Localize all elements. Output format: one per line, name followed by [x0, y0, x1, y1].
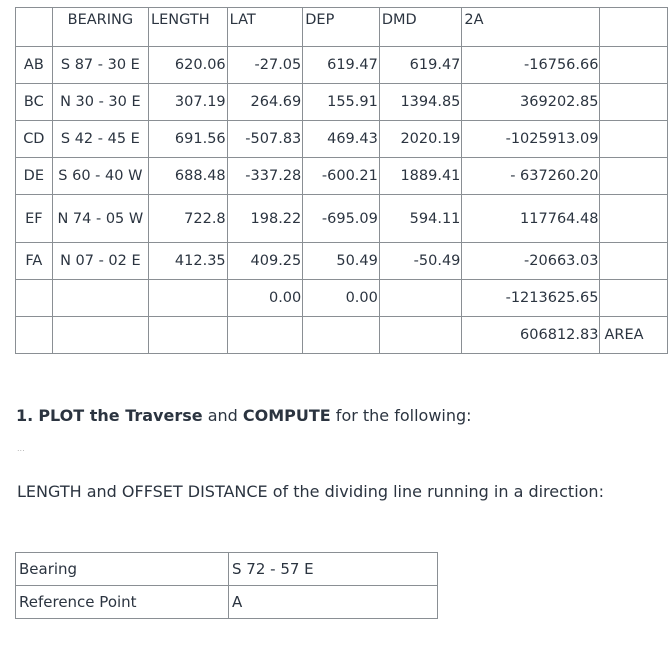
dmd-cell: 619.47: [379, 47, 462, 84]
traverse-table: [15, 7, 668, 354]
table-row: [16, 586, 438, 619]
note-cell: [600, 121, 668, 158]
station-cell: BC: [16, 84, 53, 121]
param-label-bearing: Bearing: [16, 553, 229, 586]
dmd-cell: [379, 280, 462, 317]
dmd-cell: 1889.41: [379, 158, 462, 195]
dep-cell: 50.49: [303, 243, 380, 280]
station-cell: EF: [16, 195, 53, 243]
double-area-cell: 117764.48: [462, 195, 600, 243]
note-cell: [600, 280, 668, 317]
note-cell: [600, 243, 668, 280]
header-length: LENGTH: [149, 8, 228, 47]
note-cell: [600, 47, 668, 84]
double-area-cell: - 637260.20: [462, 158, 600, 195]
double-area-cell: -20663.03: [462, 243, 600, 280]
header-lat: LAT: [227, 8, 303, 47]
area-label-cell: AREA: [600, 317, 668, 354]
header-2a: 2A: [462, 8, 600, 47]
bearing-cell: [52, 280, 148, 317]
dividing-line-table: [15, 552, 438, 619]
note-cell: [600, 84, 668, 121]
length-cell: 691.56: [149, 121, 228, 158]
lat-cell: [227, 317, 303, 354]
bearing-cell: N 30 - 30 E: [52, 84, 148, 121]
header-dmd: DMD: [379, 8, 462, 47]
bearing-cell: S 42 - 45 E: [52, 121, 148, 158]
length-cell: 620.06: [149, 47, 228, 84]
double-area-cell: -1025913.09: [462, 121, 600, 158]
dep-cell: -695.09: [303, 195, 380, 243]
instruction-bold-plot: PLOT the Traverse: [38, 406, 203, 425]
station-cell: AB: [16, 47, 53, 84]
lat-cell: -27.05: [227, 47, 303, 84]
station-cell: [16, 280, 53, 317]
table-row: [16, 158, 668, 195]
table-row: [16, 243, 668, 280]
bearing-cell: S 87 - 30 E: [52, 47, 148, 84]
instruction-heading: [16, 406, 472, 425]
dep-cell: -600.21: [303, 158, 380, 195]
table-row: [16, 317, 668, 354]
double-area-cell: 369202.85: [462, 84, 600, 121]
bearing-cell: [52, 317, 148, 354]
instruction-text-and: and: [202, 406, 243, 425]
dmd-cell: 1394.85: [379, 84, 462, 121]
header-bearing: BEARING: [52, 8, 148, 47]
instruction-number: 1.: [16, 406, 34, 425]
dep-cell: 155.91: [303, 84, 380, 121]
length-cell: [149, 280, 228, 317]
dep-cell: 619.47: [303, 47, 380, 84]
note-cell: [600, 195, 668, 243]
dep-cell: [303, 317, 380, 354]
dmd-cell: 2020.19: [379, 121, 462, 158]
lat-cell: -507.83: [227, 121, 303, 158]
length-cell: 307.19: [149, 84, 228, 121]
length-cell: 412.35: [149, 243, 228, 280]
header-cell: [16, 8, 53, 47]
table-header-row: [16, 8, 668, 47]
dividing-line-subtitle: LENGTH and OFFSET DISTANCE of the dividing line running in a direction:: [17, 482, 604, 501]
dep-cell: 469.43: [303, 121, 380, 158]
dmd-cell: -50.49: [379, 243, 462, 280]
length-cell: 688.48: [149, 158, 228, 195]
length-cell: 722.8: [149, 195, 228, 243]
table-row: [16, 195, 668, 243]
param-value-bearing: S 72 - 57 E: [229, 553, 438, 586]
lat-sum-cell: 0.00: [227, 280, 303, 317]
bearing-cell: S 60 - 40 W: [52, 158, 148, 195]
station-cell: CD: [16, 121, 53, 158]
dmd-cell: 594.11: [379, 195, 462, 243]
dep-sum-cell: 0.00: [303, 280, 380, 317]
double-area-cell: -16756.66: [462, 47, 600, 84]
table-row: [16, 84, 668, 121]
note-cell: [600, 158, 668, 195]
instruction-text-following: for the following:: [330, 406, 472, 425]
param-label-reference-point: Reference Point: [16, 586, 229, 619]
table-row: [16, 280, 668, 317]
instruction-bold-compute: COMPUTE: [242, 406, 331, 425]
lat-cell: 409.25: [227, 243, 303, 280]
header-dep: DEP: [303, 8, 380, 47]
header-cell: [600, 8, 668, 47]
faint-mark: ...: [17, 444, 25, 453]
station-cell: DE: [16, 158, 53, 195]
lat-cell: -337.28: [227, 158, 303, 195]
table-row: [16, 47, 668, 84]
station-cell: FA: [16, 243, 53, 280]
area-value-cell: 606812.83: [462, 317, 600, 354]
table-row: [16, 121, 668, 158]
station-cell: [16, 317, 53, 354]
param-value-reference-point: A: [229, 586, 438, 619]
lat-cell: 264.69: [227, 84, 303, 121]
bearing-cell: N 74 - 05 W: [52, 195, 148, 243]
dmd-cell: [379, 317, 462, 354]
bearing-cell: N 07 - 02 E: [52, 243, 148, 280]
table-row: [16, 553, 438, 586]
length-cell: [149, 317, 228, 354]
double-area-sum-cell: -1213625.65: [462, 280, 600, 317]
lat-cell: 198.22: [227, 195, 303, 243]
